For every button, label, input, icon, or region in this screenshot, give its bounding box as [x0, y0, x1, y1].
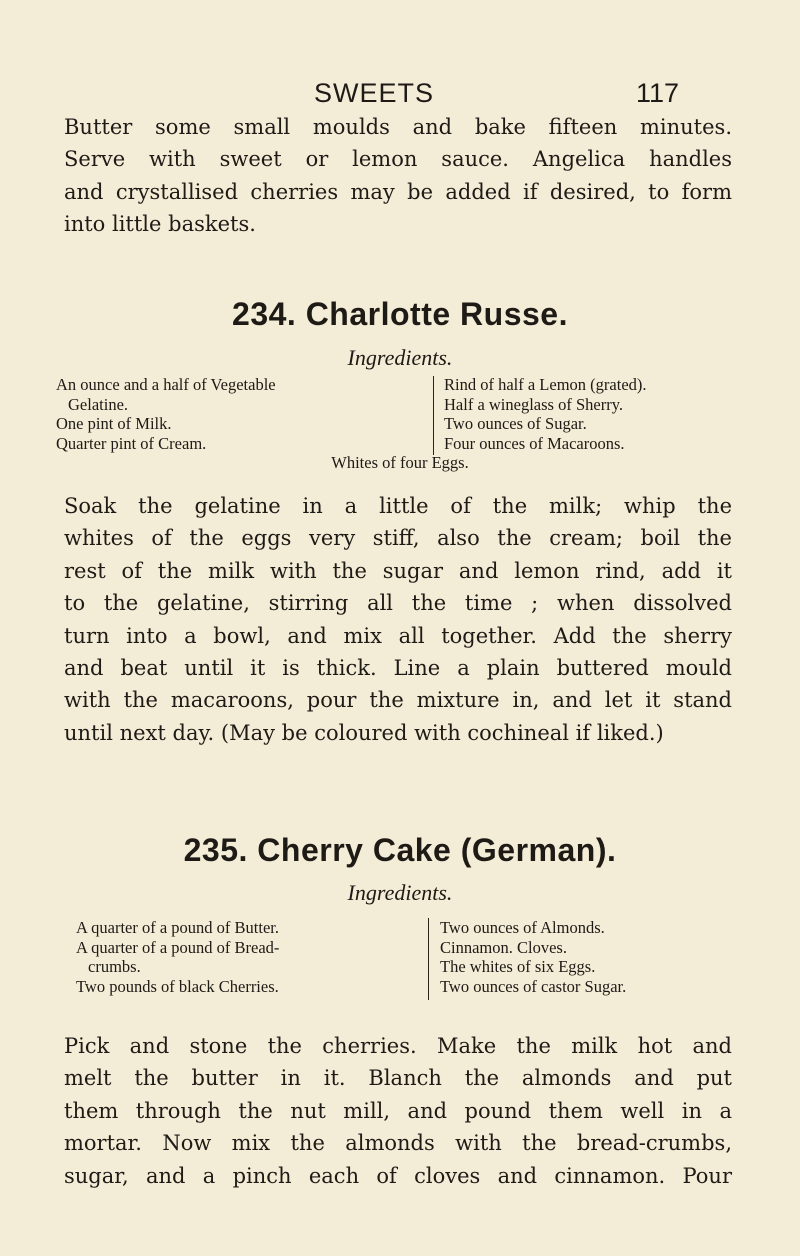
column-divider: [433, 376, 434, 455]
recipe-title-cherry-cake: 235. Cherry Cake (German).: [183, 832, 617, 868]
ingredients-left-column: [76, 918, 279, 996]
ingredient-item: Four ounces of Macaroons.: [444, 433, 625, 453]
text-line: and crystallised cherries may be added if desired, to form: [64, 179, 732, 204]
ingredients-left-column: [56, 375, 276, 453]
ingredient-item: Half a wineglass of Sherry.: [444, 394, 624, 414]
ingredient-item: Cinnamon. Cloves.: [440, 937, 567, 957]
column-divider: [428, 918, 429, 1000]
ingredient-item: Gelatine.: [68, 394, 129, 414]
ingredient-item: Two ounces of Almonds.: [440, 918, 605, 937]
text-line: whites of the eggs very stiff, also the cream; boil the: [64, 526, 732, 551]
ingredient-item: An ounce and a half of Vegetable: [56, 375, 276, 394]
text-line: with the macaroons, pour the mixture in, and let it stand: [64, 688, 732, 713]
ingredient-item: Quarter pint of Cream.: [56, 433, 207, 453]
ingredient-item: Two pounds of black Cherries.: [76, 976, 279, 996]
ingredients-heading: Ingredients.: [347, 345, 453, 370]
text-line: into little baskets.: [64, 212, 256, 237]
ingredient-item: crumbs.: [88, 957, 141, 976]
ingredient-item: Two ounces of castor Sugar.: [440, 976, 627, 996]
text-line: Butter some small moulds and bake fifteen minutes.: [64, 115, 732, 139]
ingredients-right-column: [444, 375, 647, 453]
page-number: 117: [636, 78, 680, 108]
ingredient-item: Rind of half a Lemon (grated).: [444, 375, 647, 394]
text-line: mortar. Now mix the almonds with the bread-crumbs,: [64, 1131, 732, 1156]
text-line: turn into a bowl, and mix all together. Add the sherry: [64, 623, 732, 648]
text-line: Pick and stone the cherries. Make the milk hot and: [64, 1034, 732, 1058]
running-head-title: SWEETS: [314, 78, 435, 108]
ingredient-item: A quarter of a pound of Butter.: [76, 918, 279, 937]
method-charlotte-russe: [64, 490, 732, 749]
ingredients-right-column: [440, 918, 626, 996]
text-line: rest of the milk with the sugar and lemon rind, add it: [64, 558, 732, 583]
intro-paragraph: [64, 111, 732, 241]
ingredient-item: The whites of six Eggs.: [440, 957, 596, 976]
ingredients-heading: Ingredients.: [347, 880, 453, 905]
ingredient-item: A quarter of a pound of Bread-: [76, 937, 280, 957]
ingredient-item: One pint of Milk.: [56, 414, 172, 433]
text-line: them through the nut mill, and pound them well in a: [64, 1098, 732, 1123]
ingredient-item: Two ounces of Sugar.: [444, 414, 587, 433]
method-cherry-cake: [64, 1030, 732, 1192]
text-line: until next day. (May be coloured with cochineal if liked.): [64, 720, 664, 745]
text-line: and beat until it is thick. Line a plain buttered mould: [64, 656, 732, 681]
text-line: Soak the gelatine in a little of the milk; whip the: [64, 494, 732, 518]
ingredient-item-centered: Whites of four Eggs.: [331, 453, 469, 472]
text-line: Serve with sweet or lemon sauce. Angelica handles: [64, 147, 732, 172]
text-line: melt the butter in it. Blanch the almonds and put: [64, 1066, 732, 1091]
text-line: to the gelatine, stirring all the time ; when dissolved: [64, 591, 732, 616]
text-line: sugar, and a pinch each of cloves and cinnamon. Pour: [64, 1163, 732, 1188]
recipe-title-charlotte-russe: 234. Charlotte Russe.: [232, 296, 568, 332]
